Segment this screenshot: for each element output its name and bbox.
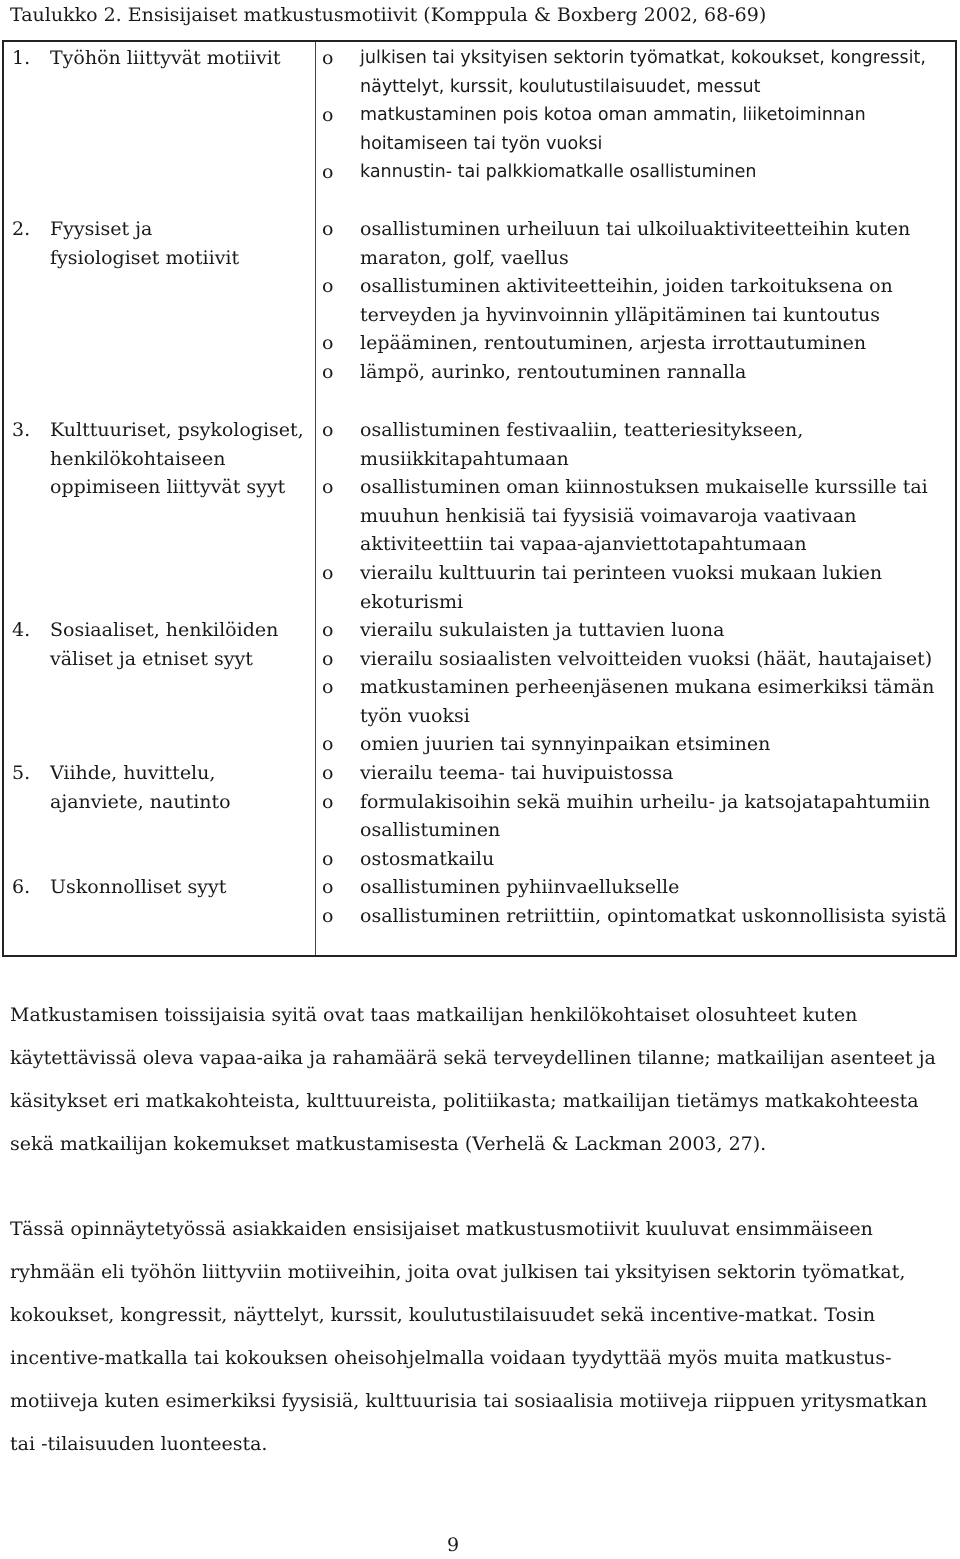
motive-item-text: kannustin- tai palkkiomatkalle osallistuminen <box>360 162 757 183</box>
bullet-icon: o <box>322 360 334 383</box>
motive-items <box>322 616 952 759</box>
motive-name: Fyysiset ja fysiologiset motiivit <box>50 218 240 269</box>
motive-item <box>322 559 952 616</box>
motive-item <box>322 616 952 645</box>
bullet-icon: o <box>322 561 334 584</box>
bullet-icon: o <box>322 104 334 127</box>
bullet-icon: o <box>322 47 334 69</box>
motive-item-text: vierailu sukulaisten ja tuttavien luona <box>360 619 725 641</box>
motive-item-text: lepääminen, rentoutuminen, arjesta irrottautuminen <box>360 332 867 355</box>
bullet-icon: o <box>322 876 334 898</box>
page-number: 9 <box>446 1534 460 1556</box>
motive-name: Sosiaaliset, henkilöiden väliset ja etniset syyt <box>50 619 279 670</box>
motive-name: Työhön liittyvät motiivit <box>50 47 281 69</box>
motive-item <box>322 416 952 473</box>
motive-items <box>322 215 952 387</box>
bullet-icon: o <box>322 904 334 927</box>
motive-category <box>12 215 312 272</box>
motive-name: Viihde, huvittelu, ajanviete, nautinto <box>50 762 231 813</box>
motive-item-text: omien juurien tai synnyinpaikan etsiminen <box>360 733 771 756</box>
bullet-icon: o <box>322 218 334 240</box>
motive-item <box>322 44 952 101</box>
motive-item-text: osallistuminen oman kiinnostuksen mukaiselle kurssille tai muuhun henkisiä tai fyysisiä voimavaroja vaativaan aktiviteettiin tai vapaa-ajanviettotapahtumaan <box>360 476 928 556</box>
motive-item <box>322 272 952 329</box>
motive-item-text: lämpö, aurinko, rentoutuminen rannalla <box>360 360 747 383</box>
bullet-icon: o <box>322 419 334 441</box>
motive-number: 3. <box>12 419 31 441</box>
motive-category <box>12 616 312 673</box>
bullet-icon: o <box>322 790 334 813</box>
motive-item <box>322 645 952 674</box>
bullet-icon: o <box>322 275 334 298</box>
motive-item-text: osallistuminen aktiviteetteihin, joiden tarkoituksena on terveyden ja hyvinvoinnin ylläpitäminen tai kuntoutus <box>360 275 893 326</box>
motive-name: Uskonnolliset syyt <box>50 876 227 898</box>
motive-item-text: vierailu kulttuurin tai perinteen vuoksi mukaan lukien ekoturismi <box>360 561 883 613</box>
motive-item <box>322 845 952 874</box>
bullet-icon: o <box>322 762 334 784</box>
motive-category <box>12 873 312 902</box>
motive-number: 2. <box>12 218 31 240</box>
motive-items <box>322 873 952 930</box>
motive-item-text: formulakisoihin sekä muihin urheilu- ja katsojatapahtumiin osallistuminen <box>360 790 931 842</box>
motive-item <box>322 329 952 358</box>
body-paragraph: Matkustamisen toissijaisia syitä ovat taas matkailijan henkilökohtaiset olosuhteet kuten käytettävissä oleva vapaa-aika ja rahamäärä sekä terveydellinen tilanne; matkailijan asenteet ja käsitykset eri matkakohteista, kulttuureista, politiikasta; matkailijan tietämys matkakohteesta sekä matkailijan kokemukset matkustamisesta (Verhelä & Lackman 2003, 27). <box>10 1004 936 1155</box>
motive-item <box>322 902 952 931</box>
bullet-icon: o <box>322 332 334 355</box>
motive-item <box>322 873 952 902</box>
motive-number: 1. <box>12 47 31 69</box>
bullet-icon: o <box>322 161 334 184</box>
motive-item-text: osallistuminen pyhiinvaellukselle <box>360 876 680 898</box>
motive-item <box>322 158 952 187</box>
motive-category <box>12 759 312 816</box>
motive-item <box>322 673 952 730</box>
motive-category <box>12 44 312 73</box>
motive-item-text: vierailu sosiaalisten velvoitteiden vuoksi (häät, hautajaiset) <box>360 647 933 670</box>
motive-item-text: matkustaminen perheenjäsenen mukana esimerkiksi tämän työn vuoksi <box>360 676 935 727</box>
motive-number: 5. <box>12 762 31 784</box>
motive-number: 4. <box>12 619 31 641</box>
motive-item-text: osallistuminen retriittiin, opintomatkat uskonnollisista syistä <box>360 904 947 927</box>
bullet-icon: o <box>322 619 334 641</box>
motive-item-text: julkisen tai yksityisen sektorin työmatkat, kokoukset, kongressit, näyttelyt, kurssit, koulutustilaisuudet, messut <box>360 48 926 97</box>
motive-category <box>12 416 312 502</box>
motive-item <box>322 215 952 272</box>
motive-items <box>322 416 952 616</box>
bullet-icon: o <box>322 647 334 670</box>
motive-item-text: vierailu teema- tai huvipuistossa <box>360 762 674 784</box>
motive-number: 6. <box>12 876 31 898</box>
motive-items <box>322 759 952 873</box>
motive-items <box>322 44 952 187</box>
bullet-icon: o <box>322 847 334 870</box>
column-divider <box>315 42 316 955</box>
motive-item <box>322 101 952 158</box>
motive-item <box>322 730 952 759</box>
table-caption: Taulukko 2. Ensisijaiset matkustusmotiivit (Komppula & Boxberg 2002, 68-69) <box>10 4 767 26</box>
motive-item <box>322 759 952 788</box>
motive-name: Kulttuuriset, psykologiset, henkilökohtaiseen oppimiseen liittyvät syyt <box>50 419 304 499</box>
body-paragraph: Tässä opinnäytetyössä asiakkaiden ensisijaiset matkustusmotiivit kuuluvat ensimmäiseen ryhmään eli työhön liittyviin motiiveihin, joita ovat julkisen tai yksityisen sektorin työmatkat, kokoukset, kongressit, näyttelyt, kurssit, koulutustilaisuudet sekä incentive-matkat. Tosin incentive-matkalla tai kokouksen oheisohjelmalla voidaan tyydyttää myös muita matkustus-motiiveja kuten esimerkiksi fyysisiä, kulttuurisia tai sosiaalisia motiiveja riippuen yritysmatkan tai -tilaisuuden luonteesta. <box>10 1218 928 1455</box>
motive-item <box>322 473 952 559</box>
motive-item <box>322 358 952 387</box>
bullet-icon: o <box>322 476 334 499</box>
bullet-icon: o <box>322 733 334 756</box>
motive-item-text: ostosmatkailu <box>360 847 495 870</box>
motive-item-text: osallistuminen urheiluun tai ulkoiluaktiviteetteihin kuten maraton, golf, vaellus <box>360 218 911 269</box>
motive-item-text: osallistuminen festivaaliin, teatteriesitykseen, musiikkitapahtumaan <box>360 419 804 470</box>
motive-item-text: matkustaminen pois kotoa oman ammatin, liiketoiminnan hoitamiseen tai työn vuoksi <box>360 105 866 154</box>
bullet-icon: o <box>322 676 334 699</box>
motive-item <box>322 788 952 845</box>
motives-table <box>2 40 957 957</box>
